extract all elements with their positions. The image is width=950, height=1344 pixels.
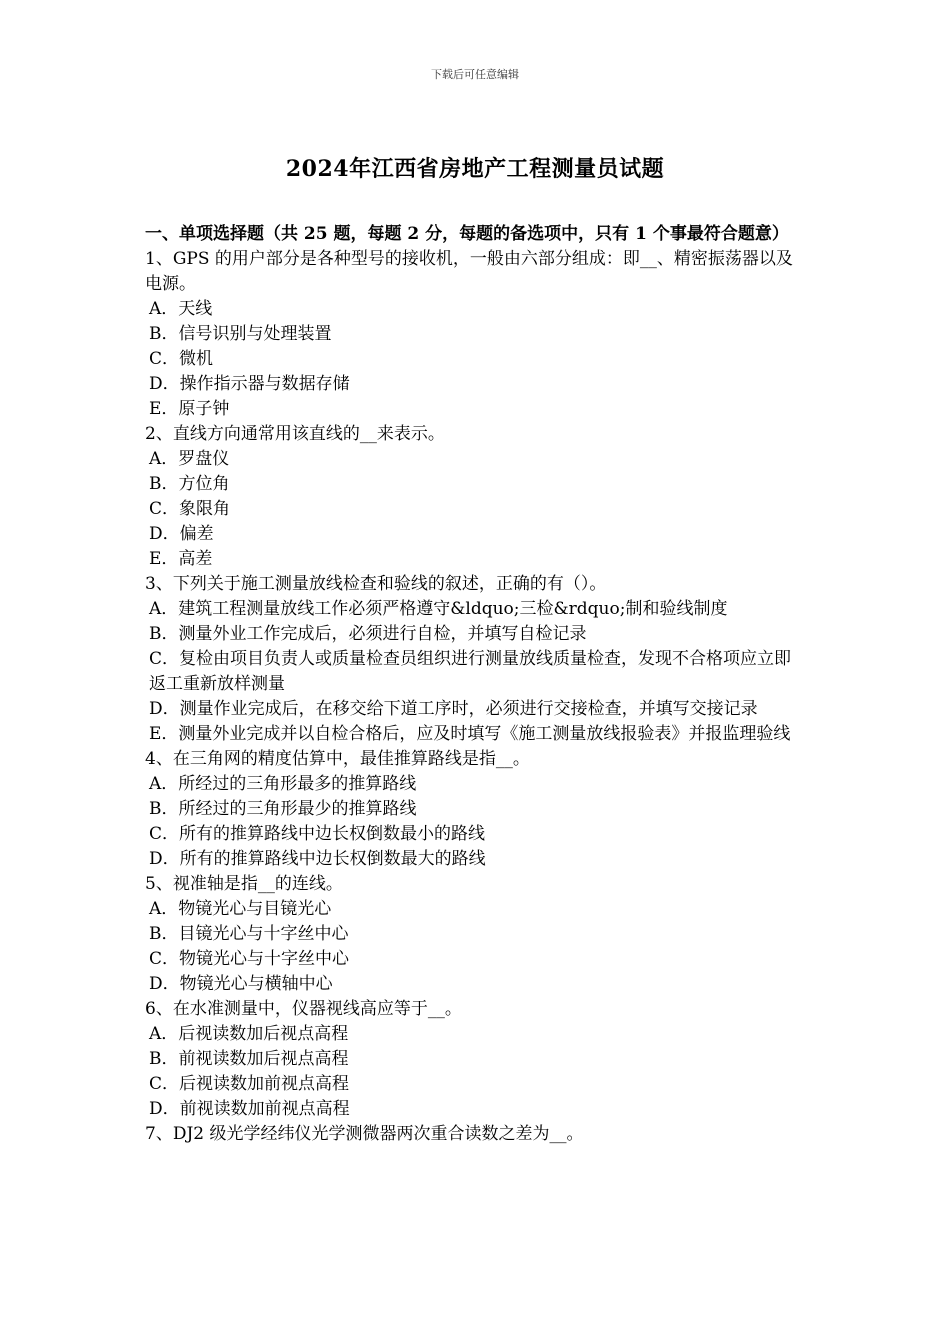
answer-option: B．目镜光心与十字丝中心 [149,924,349,944]
answer-option: C．后视读数加前视点高程 [149,1074,350,1094]
question-stem: 7、DJ2 级光学经纬仪光学测微器两次重合读数之差为__。 [145,1124,584,1144]
question-stem: 3、下列关于施工测量放线检查和验线的叙述，正确的有（）。 [145,574,607,594]
answer-option: C．复检由项目负责人或质量检查员组织进行测量放线质量检查，发现不合格项应立即返工重新放样测量 [149,649,792,694]
question-stem: 1、GPS 的用户部分是各种型号的接收机，一般由六部分组成：即__、精密振荡器以及电源。 [145,249,793,294]
answer-option: C．象限角 [149,499,231,519]
answer-option: D．物镜光心与横轴中心 [149,974,333,994]
answer-option: D．所有的推算路线中边长权倒数最大的路线 [149,849,486,869]
answer-option: A．物镜光心与目镜光心 [149,899,332,919]
question-list [145,222,807,1147]
answer-option: B．测量外业工作完成后，必须进行自检，并填写自检记录 [149,624,587,644]
answer-option: C．物镜光心与十字丝中心 [149,949,350,969]
answer-option: A．后视读数加后视点高程 [149,1024,349,1044]
answer-option: D．前视读数加前视点高程 [149,1099,350,1119]
answer-option: D．偏差 [149,524,214,544]
answer-option: E．原子钟 [149,399,230,419]
answer-option: A．罗盘仪 [149,449,230,469]
answer-option: B．信号识别与处理装置 [149,324,332,344]
question-stem: 2、直线方向通常用该直线的__来表示。 [145,424,445,444]
answer-option: A．建筑工程测量放线工作必须严格遵守&ldquo;三检&rdquo;制和验线制度 [149,599,728,619]
answer-option: C．微机 [149,349,214,369]
answer-option: B．所经过的三角形最少的推算路线 [149,799,417,819]
answer-option: A．所经过的三角形最多的推算路线 [149,774,417,794]
section-heading: 一、单项选择题（共 25 题，每题 2 分，每题的备选项中，只有 1 个事最符合题意） [145,224,789,244]
answer-option: B．前视读数加后视点高程 [149,1049,349,1069]
answer-option: E．测量外业完成并以自检合格后，应及时填写《施工测量放线报验表》并报监理验线 [149,724,791,744]
answer-option: D．测量作业完成后，在移交给下道工序时，必须进行交接检查，并填写交接记录 [149,699,758,719]
question-stem: 6、在水准测量中，仪器视线高应等于__。 [145,999,462,1019]
page-title: 2024年江西省房地产工程测量员试题 [285,156,665,182]
answer-option: A．天线 [149,299,213,319]
question-stem: 4、在三角网的精度估算中，最佳推算路线是指__。 [145,749,530,769]
answer-option: E．高差 [149,549,213,569]
question-stem: 5、视准轴是指__的连线。 [145,874,343,894]
answer-option: C．所有的推算路线中边长权倒数最小的路线 [149,824,486,844]
header-note: 下载后可任意编辑 [431,68,519,81]
answer-option: B．方位角 [149,474,230,494]
answer-option: D．操作指示器与数据存储 [149,374,350,394]
